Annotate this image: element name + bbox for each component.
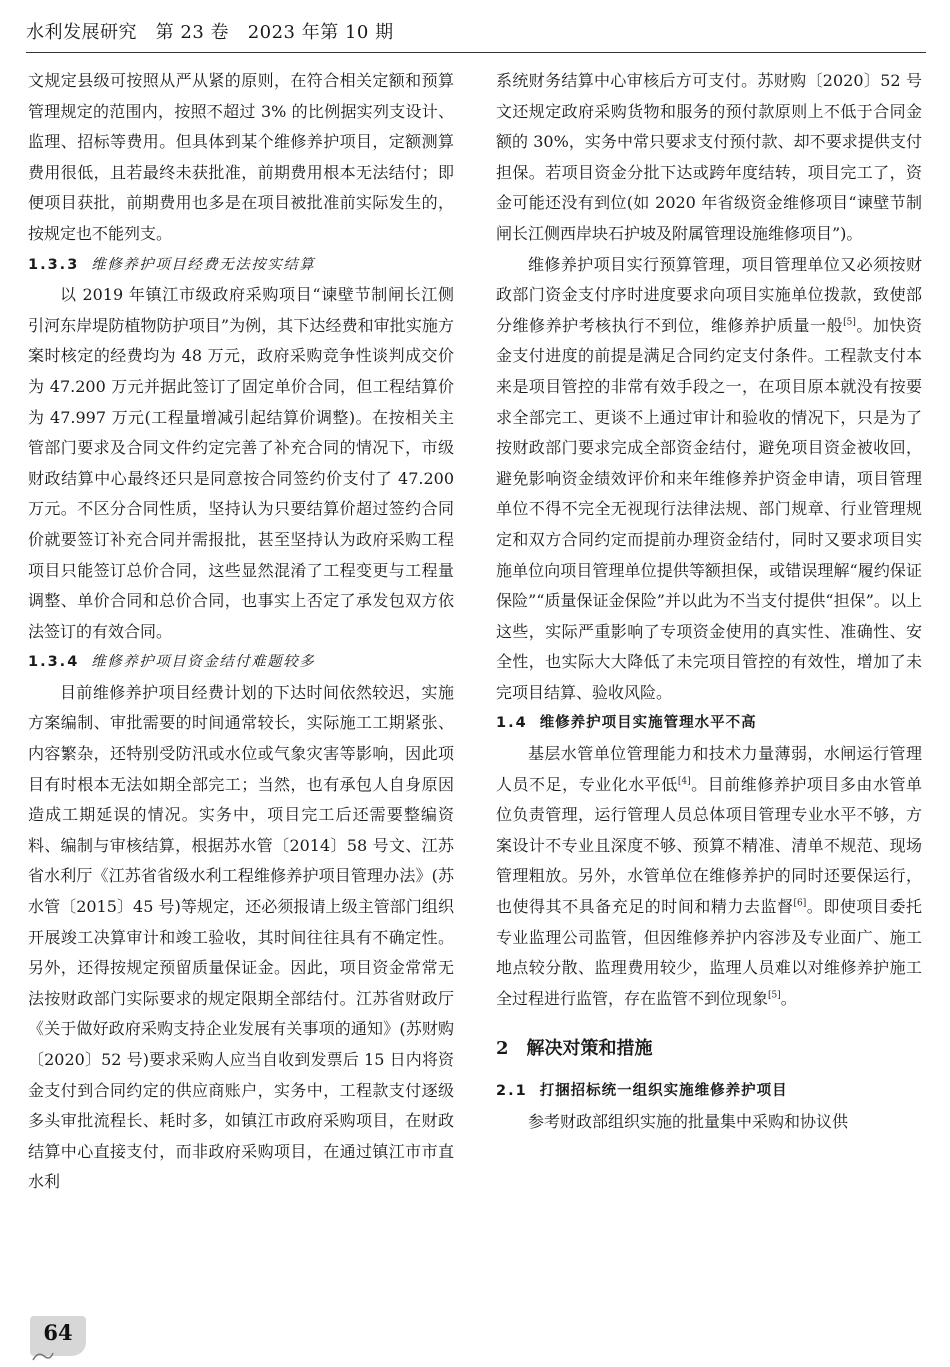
section-heading-1-4 bbox=[496, 708, 922, 739]
section-number: 1.4 bbox=[496, 715, 528, 732]
text-run: 。即使项目委托专业监理公司监管，但因维修养护内容涉及专业面广、施工地点较分散、监理费用较少，监理人员难以对维修养护施工全过程进行监管，存在监管不到位现象 bbox=[496, 897, 922, 1008]
right-column bbox=[496, 66, 922, 1138]
paragraph: 以 2019 年镇江市级政府采购项目“谏壁节制闸长江侧引河东岸堤防植物防护项目”为例，其下达经费和审批实施方案时核定的经费均为 48 万元，政府采购竞争性谈判成交价为 47.200 万元并据此签订了固定单价合同，但工程结算价为 47.997 万元(工程量增减引起结算价调整)。在按相关主管部门要求及合同文件约定完善了补充合同的情况下，市级财政结算中心最终还只是同意按合同签约价支付了 47.200 万元。不区分合同性质，坚持认为只要结算价超过签约合同价就要签订补充合同并需报批，甚至坚持认为政府采购工程项目只能签订总价合同，这些显然混淆了工程变更与工程量调整、单价合同和总价合同，也事实上否定了承发包双方依法签订的有效合同。 bbox=[28, 285, 454, 641]
citation-ref: [5] bbox=[843, 317, 856, 328]
text-run: 。目前维修养护项目多由水管单位负责管理，运行管理人员总体项目管理专业水平不够，方案设计不专业且深度不够、预算不精准、清单不规范、现场管理粗放。另外，水管单位在维修养护的同时还要保运行，也使得其不具备充足的时间和精力去监督 bbox=[496, 774, 922, 917]
citation-ref: [5] bbox=[768, 990, 781, 1001]
paragraph bbox=[496, 250, 922, 709]
paragraph: 系统财务结算中心审核后方可支付。苏财购〔2020〕52 号文还规定政府采购货物和服务的预付款原则上不低于合同金额的 30%，实务中常只要求支付预付款、却不要求提供支付担保。若项目资金分批下达或跨年度结转，项目完工了，资金可能还没有到位(如 2020 年省级资金维修项目“谏壁节制闸长江侧西岸块石护坡及附属管理设施维修项目”)。 bbox=[496, 71, 922, 243]
paragraph bbox=[496, 739, 922, 1014]
header-rule bbox=[26, 52, 926, 53]
page-number-badge bbox=[30, 1316, 86, 1356]
citation-ref: [6] bbox=[793, 898, 807, 909]
paragraph: 目前维修养护项目经费计划的下达时间依然较迟，实施方案编制、审批需要的时间通常较长，实际施工工期紧张、内容繁杂，还特别受防汛或水位或气象灾害等影响，因此项目有时根本无法如期全部完工；当然，也有承包人自身原因造成工期延误的情况。实务中，项目完工后还需要整编资料、编制与审核结算，根据苏水管〔2014〕58 号文、江苏省水利厅《江苏省省级水利工程维修养护项目管理办法》(苏水管〔2015〕45 号)等规定，还必须报请上级主管部门组织开展竣工决算审计和竣工验收，其时间往往具有不确定性。另外，还得按规定预留质量保证金。因此，项目资金常常无法按财政部门实际要求的规定限期全部结付。江苏省财政厅《关于做好政府采购支持企业发展有关事项的通知》(苏财购〔2020〕52 号)要求采购人应当自收到发票后 15 日内将资金支付到合同约定的供应商账户，实务中，工程款支付逐级多头审批流程长、耗时多，如镇江市政府采购项目，在财政结算中心直接支付，而非政府采购项目，在通过镇江市市直水利 bbox=[28, 682, 454, 1192]
section-number: 2 bbox=[496, 1038, 509, 1060]
text-run: 。 bbox=[780, 988, 797, 1008]
section-heading-1-3-3 bbox=[28, 250, 454, 281]
journal-name: 水利发展研究 bbox=[26, 22, 137, 43]
text-run: 维修养护项目实行预算管理，项目管理单位又必须按财政部门资金支付序时进度要求向项目实施单位拨款，致使部分维修养护考核执行不到位，维修养护质量一般 bbox=[496, 254, 922, 335]
page-curl-icon bbox=[32, 1350, 54, 1362]
paragraph: 参考财政部组织实施的批量集中采购和协议供 bbox=[528, 1112, 849, 1131]
issue-label: 2023 年第 10 期 bbox=[247, 22, 394, 43]
citation-ref: [4] bbox=[677, 776, 691, 787]
running-header bbox=[26, 20, 926, 46]
section-title: 打捆招标统一组织实施维修养护项目 bbox=[539, 1083, 788, 1100]
section-title: 维修养护项目经费无法按实结算 bbox=[91, 256, 316, 273]
section-number: 1.3.3 bbox=[28, 256, 80, 273]
section-number: 1.3.4 bbox=[28, 654, 80, 671]
left-column bbox=[28, 66, 454, 1198]
section-number: 2.1 bbox=[496, 1083, 528, 1100]
page-number: 64 bbox=[43, 1320, 73, 1345]
section-title: 维修养护项目资金结付难题较多 bbox=[91, 654, 316, 671]
section-heading-2 bbox=[496, 1034, 922, 1064]
volume-label: 第 23 卷 bbox=[155, 22, 230, 43]
text-run: 基层水管单位管理能力和技术力量薄弱，水闸运行管理人员不足，专业化水平低 bbox=[496, 744, 922, 794]
paragraph: 文规定县级可按照从严从紧的原则，在符合相关定额和预算管理规定的范围内，按照不超过 3% 的比例据实列支设计、监理、招标等费用。但具体到某个维修养护项目，定额测算费用很低，且若最终未获批准，前期费用根本无法结付；即便项目获批，前期费用也多是在项目被批准前实际发生的，按规定也不能列支。 bbox=[28, 71, 454, 243]
section-title: 解决对策和措施 bbox=[526, 1038, 653, 1060]
section-title: 维修养护项目实施管理水平不高 bbox=[539, 715, 757, 732]
text-run: 。加快资金支付进度的前提是满足合同约定支付条件。工程款支付本来是项目管控的非常有效手段之一，在项目原本就没有按要求全部完工、更谈不上通过审计和验收的情况下，只是为了按财政部门要求完成全部资金结付，避免项目资金被收回，避免影响资金绩效评价和来年维修养护资金申请，项目管理单位不得不完全无视现行法律法规、部门规章、行业管理规定和双方合同约定而提前办理资金结付，同时又要求项目实施单位向项目管理单位提供等额担保，或错误理解“履约保证保险”“质量保证金保险”并以此为不当支付提供“担保”。以上这些，实际严重影响了专项资金使用的真实性、准确性、安全性，也实际大大降低了未完项目管控的有效性，增加了未完项目结算、验收风险。 bbox=[496, 315, 922, 702]
section-heading-2-1 bbox=[496, 1076, 922, 1107]
section-heading-1-3-4 bbox=[28, 647, 454, 678]
